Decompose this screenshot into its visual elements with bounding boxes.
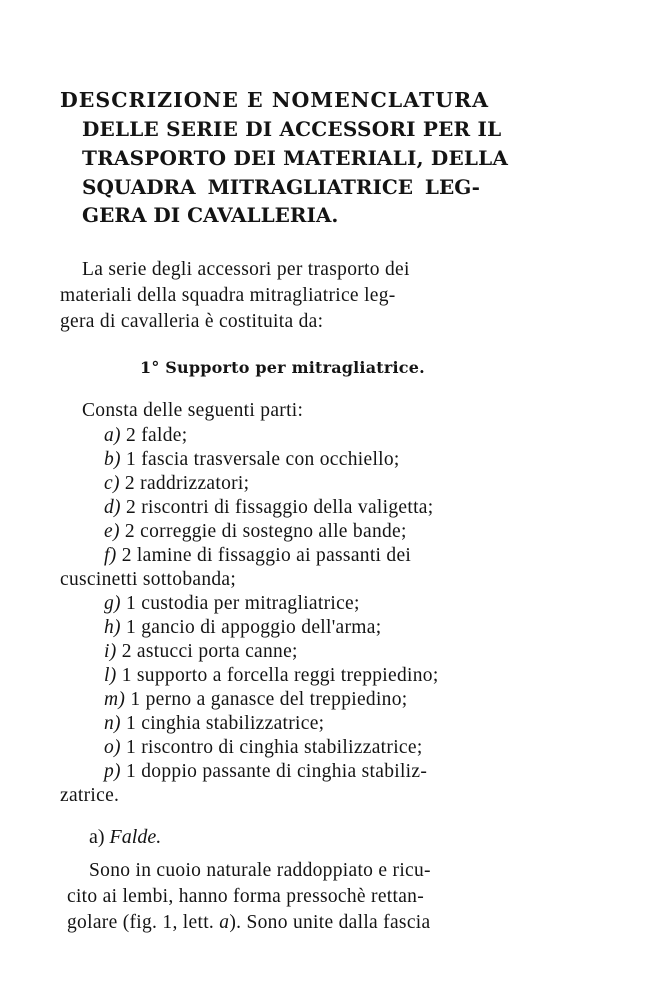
item-text: 2 astucci porta canne; <box>116 641 298 662</box>
item-text: 1 riscontro di cinghia stabilizzatrice; <box>120 737 423 758</box>
item-text: cuscinetti sottobanda; <box>60 569 237 590</box>
item-text: 2 correggie di sostegno alle bande; <box>119 521 407 542</box>
list-item <box>104 665 439 687</box>
item-letter: h) <box>104 617 121 638</box>
list-item <box>104 545 411 567</box>
subsection-title: Falde. <box>109 826 162 848</box>
item-text: 2 raddrizzatori; <box>119 473 250 494</box>
list-item <box>104 521 407 543</box>
paragraph-line <box>67 912 430 934</box>
item-text: 1 fascia trasversale con occhiello; <box>120 449 400 470</box>
item-text: 1 custodia per mitragliatrice; <box>120 593 360 614</box>
item-letter: o) <box>104 737 121 758</box>
heading-line-3: TRASPORTO DEI MATERIALI, DELLA <box>82 146 509 170</box>
item-letter: m) <box>104 689 126 710</box>
list-item <box>104 593 360 615</box>
item-letter: c) <box>104 473 120 494</box>
item-text: 2 lamine di fissaggio ai passanti dei <box>116 545 412 566</box>
item-text: 1 doppio passante di cinghia stabiliz- <box>120 761 428 782</box>
heading-line-1: DESCRIZIONE E NOMENCLATURA <box>60 88 490 112</box>
section-title: 1° Supporto per mitragliatrice. <box>140 358 425 377</box>
heading-line-2: DELLE SERIE DI ACCESSORI PER IL <box>82 117 502 141</box>
paragraph-italic-letter: a <box>219 912 230 933</box>
item-letter: l) <box>104 665 117 686</box>
item-letter: e) <box>104 521 120 542</box>
list-item <box>104 737 423 759</box>
intro-line: La serie degli accessori per trasporto dei <box>82 259 410 280</box>
intro-line: gera di cavalleria è costituita da: <box>60 311 324 332</box>
paragraph-fragment: golare (fig. 1, lett. <box>67 912 220 933</box>
item-letter: f) <box>104 545 117 566</box>
subsection-label: a) <box>89 826 105 848</box>
heading-line-5: GERA DI CAVALLERIA. <box>82 203 339 227</box>
list-item <box>104 473 249 495</box>
item-letter: p) <box>104 761 121 782</box>
item-letter: b) <box>104 449 121 470</box>
list-item <box>104 425 187 447</box>
list-item <box>104 449 400 471</box>
list-item <box>104 497 433 519</box>
paragraph-line: Sono in cuoio naturale raddoppiato e ricu- <box>89 860 431 881</box>
item-text: 2 riscontri di fissaggio della valigetta; <box>120 497 434 518</box>
heading-line-4 <box>82 175 480 199</box>
heading-word: LEG- <box>424 175 480 199</box>
list-item <box>104 617 381 639</box>
list-item <box>60 785 119 807</box>
list-item <box>104 641 298 663</box>
subsection-heading <box>89 826 161 849</box>
list-item <box>104 761 427 783</box>
item-letter: i) <box>104 641 117 662</box>
heading-word: SQUADRA <box>82 175 196 199</box>
list-item <box>104 713 324 735</box>
item-letter: a) <box>104 425 121 446</box>
item-letter: d) <box>104 497 121 518</box>
heading-word: MITRAGLIATRICE <box>207 175 414 199</box>
item-letter: n) <box>104 713 121 734</box>
item-text: zatrice. <box>60 785 120 806</box>
list-item <box>60 569 236 591</box>
paragraph-line: cito ai lembi, hanno forma pressochè rettan- <box>67 886 425 907</box>
item-text: 1 gancio di appoggio dell'arma; <box>120 617 382 638</box>
item-text: 2 falde; <box>120 425 188 446</box>
parts-intro: Consta delle seguenti parti: <box>82 400 304 421</box>
item-text: 1 cinghia stabilizzatrice; <box>120 713 325 734</box>
intro-line: materiali della squadra mitragliatrice leg- <box>60 285 396 306</box>
item-letter: g) <box>104 593 121 614</box>
paragraph-fragment: ). Sono unite dalla fascia <box>229 912 431 933</box>
item-text: 1 perno a ganasce del treppiedino; <box>125 689 408 710</box>
list-item <box>104 689 408 711</box>
item-text: 1 supporto a forcella reggi treppiedino; <box>116 665 439 686</box>
